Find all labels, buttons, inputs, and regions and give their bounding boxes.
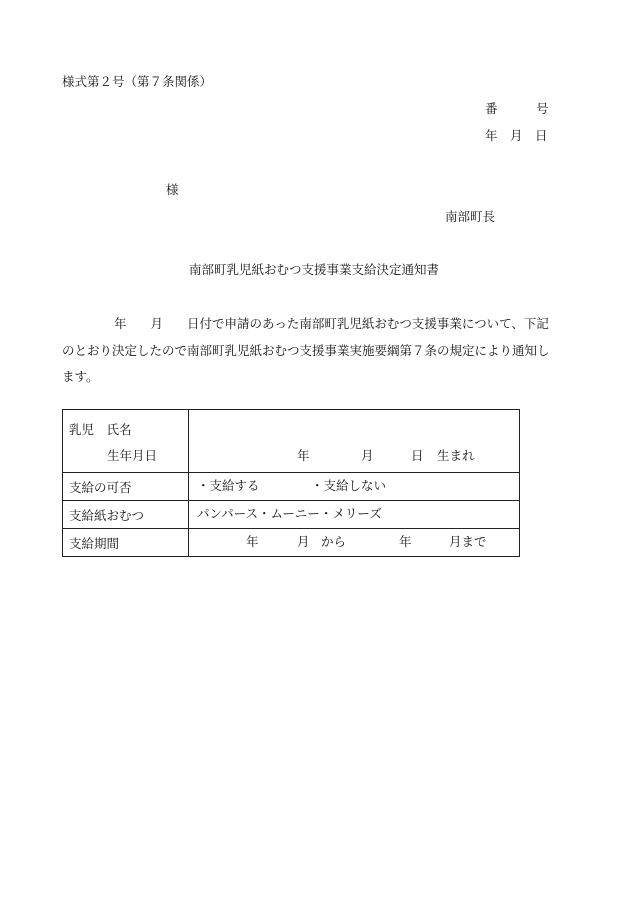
number-ban: 番	[485, 101, 498, 116]
body-nen: 年	[114, 316, 127, 331]
diaper-label: 支給紙おむつ	[63, 501, 189, 529]
period-label: 支給期間	[63, 529, 189, 557]
date-hi: 日	[535, 128, 548, 143]
body-paragraph	[62, 311, 570, 391]
infant-name-label: 乳児 氏名	[69, 422, 132, 437]
infant-value-cell	[189, 410, 520, 473]
period-kara: から	[321, 534, 347, 549]
info-table	[62, 409, 520, 557]
period-tsuki-end: 月まで	[449, 534, 487, 549]
birth-hi: 日	[411, 448, 424, 463]
number-go: 号	[536, 101, 549, 116]
approval-option-yes: ・支給する	[197, 478, 260, 493]
infant-label-cell	[63, 410, 189, 473]
body-line-1	[62, 311, 570, 338]
birth-umare: 生まれ	[437, 448, 475, 463]
period-tsuki-start: 月	[297, 534, 310, 549]
issuer: 南部町長	[445, 209, 496, 224]
approval-value-cell	[189, 473, 520, 501]
period-value-cell	[189, 529, 520, 557]
body-line1-rest: 日付で申請のあった南部町乳児紙おむつ支援事業について、下記	[187, 316, 549, 331]
body-line-2: のとおり決定したので南部町乳児紙おむつ支援事業実施要綱第７条の規定により通知し	[62, 342, 550, 358]
date-tsuki: 月	[510, 128, 523, 143]
birthdate-label: 生年月日	[107, 448, 158, 463]
diaper-value-cell	[189, 501, 520, 529]
period-nen-start: 年	[246, 534, 259, 549]
approval-option-no: ・支給しない	[311, 478, 387, 493]
approval-label: 支給の可否	[63, 473, 189, 501]
form-id: 様式第２号（第７条関係）	[62, 74, 213, 89]
table-row-approval	[63, 473, 520, 501]
table-row-infant	[63, 410, 520, 473]
body-line-3: ます。	[62, 369, 99, 384]
period-nen-end: 年	[399, 534, 412, 549]
table-row-diaper	[63, 501, 520, 529]
diaper-brands: パンパース・ムーニー・メリーズ	[197, 506, 382, 521]
addressee-suffix: 様	[166, 182, 179, 197]
birth-tsuki: 月	[361, 448, 374, 463]
table-row-period	[63, 529, 520, 557]
body-tsuki: 月	[150, 316, 164, 331]
birth-nen: 年	[297, 448, 310, 463]
document-title: 南部町乳児紙おむつ支援事業支給決定通知書	[189, 262, 440, 277]
date-nen: 年	[485, 128, 498, 143]
